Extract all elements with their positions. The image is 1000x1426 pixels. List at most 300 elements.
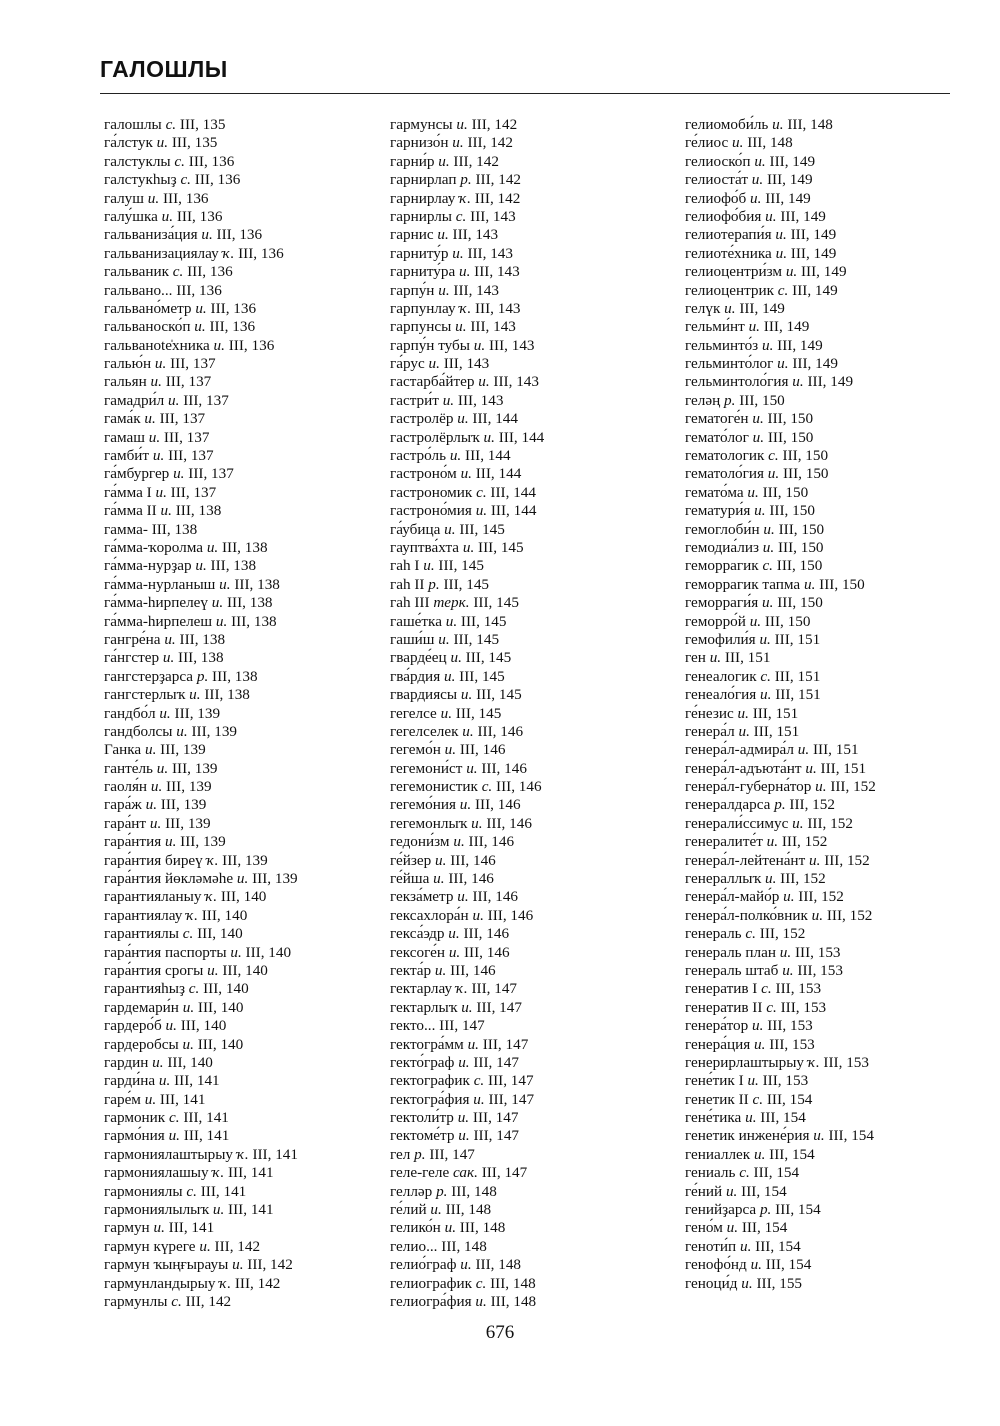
part-of-speech: и.	[168, 1127, 180, 1145]
headword: гармониялылыҡ	[104, 1201, 210, 1219]
index-entry	[685, 631, 876, 649]
index-entry	[390, 888, 544, 906]
part-of-speech: и.	[164, 630, 176, 648]
index-entry	[390, 760, 544, 778]
index-entry	[390, 1275, 544, 1293]
part-of-speech: и.	[466, 759, 478, 777]
volume-page-ref: III, 149	[765, 189, 811, 207]
volume-page-ref: III, 140	[222, 961, 268, 979]
part-of-speech: и.	[759, 630, 771, 648]
headword: гемато́ма	[685, 483, 744, 501]
volume-page-ref: III, 140	[197, 1035, 244, 1053]
headword: геморрагик	[685, 557, 759, 575]
part-of-speech: и.	[813, 1127, 825, 1145]
index-entry	[390, 815, 544, 833]
volume-page-ref: III, 145	[460, 612, 507, 630]
index-entry	[390, 1238, 544, 1256]
volume-page-ref: III, 150	[782, 465, 829, 483]
headword: генераль план	[685, 943, 776, 961]
volume-page-ref: III, 149	[766, 171, 813, 189]
index-entry	[104, 245, 298, 263]
volume-page-ref: III, 136	[209, 318, 256, 336]
volume-page-ref: III, 154	[766, 1090, 813, 1108]
headword: гектогра́фия	[390, 1090, 470, 1108]
index-entry	[685, 1201, 876, 1219]
part-of-speech: и.	[471, 814, 483, 832]
volume-page-ref: III, 148	[445, 1201, 492, 1219]
headword: геноти́п	[685, 1237, 737, 1255]
headword: гелиотерапи́я	[685, 226, 772, 244]
volume-page-ref: III, 143	[470, 318, 516, 336]
part-of-speech: и.	[461, 998, 473, 1016]
index-entry	[390, 1091, 544, 1109]
headword: гексахлора́н	[390, 906, 469, 924]
part-of-speech: и.	[452, 134, 464, 152]
headword: гастроно́мия	[390, 502, 472, 520]
index-entry	[104, 484, 298, 502]
volume-page-ref: III, 150	[777, 538, 824, 556]
volume-page-ref: III, 146	[472, 888, 519, 906]
part-of-speech: и.	[753, 1145, 766, 1163]
volume-page-ref: III, 137	[168, 447, 214, 465]
index-entry	[104, 1017, 298, 1035]
part-of-speech: и.	[803, 575, 816, 593]
part-of-speech: и.	[747, 483, 759, 501]
headword: гара́нтия срогы	[104, 961, 204, 979]
index-entry	[104, 631, 298, 649]
index-entry	[685, 373, 876, 391]
index-entry	[390, 318, 544, 336]
part-of-speech: и.	[809, 851, 821, 869]
headword: гелиографик	[390, 1274, 472, 1292]
volume-page-ref: III, 137	[159, 410, 206, 428]
volume-page-ref: III, 141	[200, 1182, 247, 1200]
part-of-speech: с.	[186, 1182, 197, 1200]
volume-page-ref: III, 140	[203, 980, 249, 998]
index-entry	[390, 245, 544, 263]
index-entry	[104, 521, 298, 539]
volume-page-ref: III, 146	[450, 961, 496, 979]
part-of-speech: и.	[159, 704, 171, 722]
headword: гардин	[104, 1053, 149, 1071]
index-entry	[685, 888, 876, 906]
volume-page-ref: III, 151	[775, 686, 821, 704]
index-entry	[104, 226, 298, 244]
volume-page-ref: III, 140	[220, 888, 267, 906]
part-of-speech: и.	[462, 538, 475, 556]
index-entry	[390, 429, 544, 447]
headword: гарпу́н тубы	[390, 336, 470, 354]
index-entry	[390, 796, 544, 814]
part-of-speech: и.	[772, 116, 784, 133]
part-of-speech: и.	[762, 594, 774, 612]
part-of-speech: р.	[724, 391, 736, 409]
volume-page-ref: III, 142	[453, 152, 499, 170]
volume-page-ref: III, 142	[247, 1256, 293, 1274]
volume-page-ref: III, 136	[194, 171, 241, 189]
index-entry	[390, 668, 544, 686]
index-entry	[685, 1017, 876, 1035]
part-of-speech: и.	[732, 134, 744, 152]
volume-page-ref: III, 139	[191, 722, 238, 740]
part-of-speech: и.	[752, 428, 765, 446]
headword: геноци́д	[685, 1274, 738, 1292]
headword: гемофили́я	[685, 630, 756, 648]
index-entry	[104, 1036, 298, 1054]
headword: гелио...	[390, 1237, 438, 1255]
part-of-speech: и.	[162, 649, 175, 667]
headword: гарни́р	[390, 152, 435, 170]
volume-page-ref: III, 154	[775, 1201, 821, 1219]
volume-page-ref: III, 139	[165, 814, 211, 832]
headword: генера́л-лейтена́нт	[685, 851, 806, 869]
volume-page-ref: III, 150	[778, 520, 825, 538]
index-entry	[685, 465, 876, 483]
headword: гениаль	[685, 1164, 736, 1182]
part-of-speech: и.	[483, 428, 495, 446]
index-entry	[104, 429, 298, 447]
index-entry	[390, 649, 544, 667]
volume-page-ref: III, 153	[780, 998, 827, 1016]
headword: гармунландырыу	[104, 1274, 216, 1292]
volume-page-ref: III, 151	[812, 741, 859, 759]
index-entry	[685, 815, 876, 833]
part-of-speech: и.	[438, 630, 450, 648]
headword: гекса́эдр	[390, 925, 445, 943]
index-entry	[104, 116, 298, 134]
part-of-speech: с.	[739, 1164, 750, 1182]
part-of-speech: и.	[475, 502, 488, 520]
part-of-speech: р.	[759, 1201, 772, 1219]
index-entry	[685, 705, 876, 723]
headword: генера́л-губерна́тор	[685, 778, 812, 796]
part-of-speech: и.	[213, 336, 225, 354]
index-entry	[104, 778, 298, 796]
volume-page-ref: III, 147	[481, 1164, 528, 1182]
running-head: ГАЛОШЛЫ	[100, 56, 228, 82]
part-of-speech: и.	[161, 207, 174, 225]
headword: генерирлаштырыу	[685, 1053, 805, 1071]
volume-page-ref: III, 147	[488, 1090, 535, 1108]
part-of-speech: и.	[153, 1219, 165, 1237]
index-entry	[104, 962, 298, 980]
index-entry	[390, 355, 544, 373]
part-of-speech: с.	[455, 207, 467, 225]
part-of-speech: терк.	[433, 594, 470, 612]
volume-page-ref: III, 145	[476, 686, 522, 704]
index-column-3	[685, 116, 876, 1293]
volume-page-ref: III, 143	[488, 336, 535, 354]
index-entry	[104, 337, 298, 355]
index-entry	[685, 668, 876, 686]
header-rule	[100, 93, 950, 94]
headword: гастролёр	[390, 410, 454, 428]
part-of-speech: ҡ.	[186, 906, 198, 924]
index-entry	[104, 760, 298, 778]
index-entry	[104, 1146, 298, 1164]
part-of-speech: и.	[158, 1072, 171, 1090]
volume-page-ref: III, 136	[188, 152, 235, 170]
index-entry	[104, 833, 298, 851]
headword: гектогра́мм	[390, 1035, 464, 1053]
part-of-speech: ҡ.	[219, 1274, 232, 1292]
index-entry	[104, 447, 298, 465]
headword: геморро́й	[685, 612, 746, 630]
volume-page-ref: III, 140	[180, 1017, 227, 1035]
index-entry	[685, 208, 876, 226]
part-of-speech: и.	[195, 299, 207, 317]
volume-page-ref: III, 143	[474, 299, 521, 317]
index-entry	[390, 870, 544, 888]
index-entry	[685, 282, 876, 300]
volume-page-ref: III, 149	[792, 355, 838, 373]
headword: геморрагик тапма	[685, 575, 801, 593]
volume-page-ref: III, 138	[175, 502, 222, 520]
headword: гальвано́метр	[104, 299, 192, 317]
volume-page-ref: III, 145	[459, 520, 505, 538]
volume-page-ref: III, 136	[176, 207, 223, 225]
volume-page-ref: III, 138	[178, 649, 224, 667]
index-entry	[390, 705, 544, 723]
index-entry	[104, 134, 298, 152]
part-of-speech: и.	[750, 189, 762, 207]
headword: гектоли́тр	[390, 1109, 454, 1127]
index-entry	[685, 594, 876, 612]
volume-page-ref: III, 146	[464, 943, 510, 961]
index-entry	[104, 815, 298, 833]
part-of-speech: и.	[230, 943, 242, 961]
index-entry	[685, 447, 876, 465]
part-of-speech: с.	[182, 925, 194, 943]
volume-page-ref: III, 142	[475, 171, 522, 189]
index-entry	[390, 1219, 544, 1237]
part-of-speech: и.	[460, 686, 473, 704]
index-entry	[685, 134, 876, 152]
part-of-speech: и.	[154, 355, 167, 373]
headword: ген	[685, 649, 706, 667]
headword: гегелсе	[390, 704, 437, 722]
part-of-speech: и.	[763, 520, 775, 538]
part-of-speech: ҡ.	[455, 980, 468, 998]
part-of-speech: и.	[782, 961, 794, 979]
volume-page-ref: III, 139	[166, 778, 212, 796]
headword: гектоме́тр	[390, 1127, 455, 1145]
index-entry	[685, 1091, 876, 1109]
part-of-speech: и.	[747, 1072, 759, 1090]
volume-page-ref: III, 137	[188, 465, 234, 483]
index-entry	[390, 116, 544, 134]
volume-page-ref: III, 146	[487, 906, 534, 924]
part-of-speech: и.	[764, 870, 777, 888]
part-of-speech: и.	[460, 465, 472, 483]
headword: га́мма-ҡоролма	[104, 538, 204, 556]
index-entry	[104, 263, 298, 281]
index-entry	[685, 245, 876, 263]
headword: генеалогик	[685, 667, 757, 685]
part-of-speech: и.	[150, 373, 162, 391]
volume-page-ref: III, 138	[210, 557, 257, 575]
volume-page-ref: III, 154	[755, 1237, 801, 1255]
index-entry	[685, 1146, 876, 1164]
part-of-speech: и.	[448, 925, 460, 943]
headword: гамадри́л	[104, 391, 165, 409]
part-of-speech: с.	[745, 925, 756, 943]
volume-page-ref: III, 150	[776, 557, 823, 575]
headword: гармониялашыу	[104, 1164, 209, 1182]
headword: гелио́граф	[390, 1256, 457, 1274]
volume-page-ref: III, 154	[769, 1145, 815, 1163]
index-entry	[685, 1183, 876, 1201]
part-of-speech: и.	[472, 906, 484, 924]
index-entry	[390, 576, 544, 594]
part-of-speech: и.	[815, 778, 827, 796]
headword: генераллыҡ	[685, 870, 762, 888]
part-of-speech: и.	[761, 336, 774, 354]
part-of-speech: и.	[438, 152, 450, 170]
index-entry	[104, 1201, 298, 1219]
headword: гангстерҙарса	[104, 667, 194, 685]
volume-page-ref: III, 145	[438, 557, 484, 575]
part-of-speech: с.	[473, 1072, 485, 1090]
headword: гелиогра́фия	[390, 1293, 472, 1310]
volume-page-ref: III, 146	[481, 759, 527, 777]
part-of-speech: и.	[176, 722, 188, 740]
headword: гелиоцентри́зм	[685, 263, 783, 281]
volume-page-ref: III, 146	[459, 741, 506, 759]
part-of-speech: и.	[150, 778, 163, 796]
index-entry	[104, 594, 298, 612]
headword: гармун	[104, 1219, 150, 1237]
headword: гарпунлау	[390, 299, 456, 317]
volume-page-ref: III, 148	[459, 1219, 506, 1237]
headword: гектарлыҡ	[390, 998, 458, 1016]
volume-page-ref: III, 152	[826, 906, 873, 924]
part-of-speech: и.	[457, 888, 469, 906]
part-of-speech: и.	[767, 465, 780, 483]
index-entry	[685, 833, 876, 851]
headword: гематоло́гия	[685, 465, 764, 483]
volume-page-ref: III, 145	[459, 667, 505, 685]
headword: гелико́н	[390, 1219, 441, 1237]
part-of-speech: и.	[785, 263, 798, 281]
part-of-speech: ҡ.	[236, 1145, 249, 1163]
index-entry	[685, 649, 876, 667]
volume-page-ref: III, 140	[197, 925, 243, 943]
headword: гамаш	[104, 428, 145, 446]
index-entry	[104, 1238, 298, 1256]
part-of-speech: и.	[434, 961, 447, 979]
part-of-speech: и.	[754, 502, 766, 520]
volume-page-ref: III, 147	[473, 1127, 520, 1145]
volume-page-ref: III, 154	[741, 1182, 787, 1200]
headword: генийҙарса	[685, 1201, 757, 1219]
index-entry	[104, 649, 298, 667]
volume-page-ref: III, 153	[769, 1035, 815, 1053]
headword: гелиоста́т	[685, 171, 748, 189]
headword: генера́л-майо́р	[685, 888, 780, 906]
index-entry	[685, 907, 876, 925]
headword: гарнизо́н	[390, 134, 449, 152]
index-entry	[104, 539, 298, 557]
part-of-speech: и.	[754, 1035, 766, 1053]
index-entry	[390, 962, 544, 980]
headword: гандбо́л	[104, 704, 156, 722]
headword: геморраги́я	[685, 594, 759, 612]
part-of-speech: и.	[144, 1090, 157, 1108]
index-entry	[104, 1293, 298, 1311]
headword: галью́н	[104, 355, 152, 373]
headword: гальян	[104, 373, 147, 391]
volume-page-ref: III, 149	[790, 226, 837, 244]
volume-page-ref: III, 154	[741, 1219, 788, 1237]
headword: генератив II	[685, 998, 763, 1016]
headword: гекза́метр	[390, 888, 454, 906]
index-entry	[104, 944, 298, 962]
index-entry	[390, 171, 544, 189]
headword: ге́йша	[390, 870, 430, 888]
part-of-speech: и.	[766, 833, 779, 851]
index-entry	[390, 502, 544, 520]
part-of-speech: и.	[792, 814, 804, 832]
headword: гастрономик	[390, 483, 473, 501]
index-entry	[685, 1109, 876, 1127]
part-of-speech: и.	[775, 244, 787, 262]
index-entry	[685, 1275, 876, 1293]
part-of-speech: р.	[428, 575, 440, 593]
part-of-speech: и.	[428, 355, 440, 373]
volume-page-ref: III, 148	[490, 1293, 537, 1310]
index-entry	[685, 1219, 876, 1237]
index-entry	[685, 263, 876, 281]
part-of-speech: и.	[189, 686, 201, 704]
volume-page-ref: III, 136	[176, 281, 222, 299]
volume-page-ref: III, 138	[151, 520, 198, 538]
headword: гемато́лог	[685, 428, 749, 446]
index-entry	[104, 502, 298, 520]
headword: галу́шка	[104, 207, 158, 225]
headword: гаши́ш	[390, 630, 435, 648]
part-of-speech: и.	[478, 373, 490, 391]
part-of-speech: с.	[476, 483, 487, 501]
volume-page-ref: III, 146	[474, 796, 521, 814]
headword: генералите́т	[685, 833, 763, 851]
headword: гардемари́н	[104, 998, 179, 1016]
part-of-speech: и.	[709, 649, 722, 667]
headword: гаоля́н	[104, 778, 148, 796]
headword: гарантиялау	[104, 906, 183, 924]
volume-page-ref: III, 151	[724, 649, 771, 667]
part-of-speech: и.	[458, 1053, 470, 1071]
index-entry	[104, 925, 298, 943]
part-of-speech: ҡ.	[807, 1053, 820, 1071]
headword: гекто́граф	[390, 1053, 455, 1071]
index-entry	[390, 447, 544, 465]
headword: генетик II	[685, 1090, 749, 1108]
volume-page-ref: III, 147	[439, 1017, 485, 1035]
headword: гальваноско́п	[104, 318, 191, 336]
headword: гематоге́н	[685, 410, 749, 428]
index-entry	[390, 282, 544, 300]
index-entry	[685, 337, 876, 355]
part-of-speech: и.	[739, 1237, 752, 1255]
index-entry	[685, 613, 876, 631]
index-entry	[685, 723, 876, 741]
headword: гастри́т	[390, 391, 439, 409]
volume-page-ref: III, 149	[807, 373, 854, 391]
headword: га́убица	[390, 520, 441, 538]
volume-page-ref: III, 144	[498, 428, 545, 446]
headword: гальванote̍хника	[104, 336, 210, 354]
